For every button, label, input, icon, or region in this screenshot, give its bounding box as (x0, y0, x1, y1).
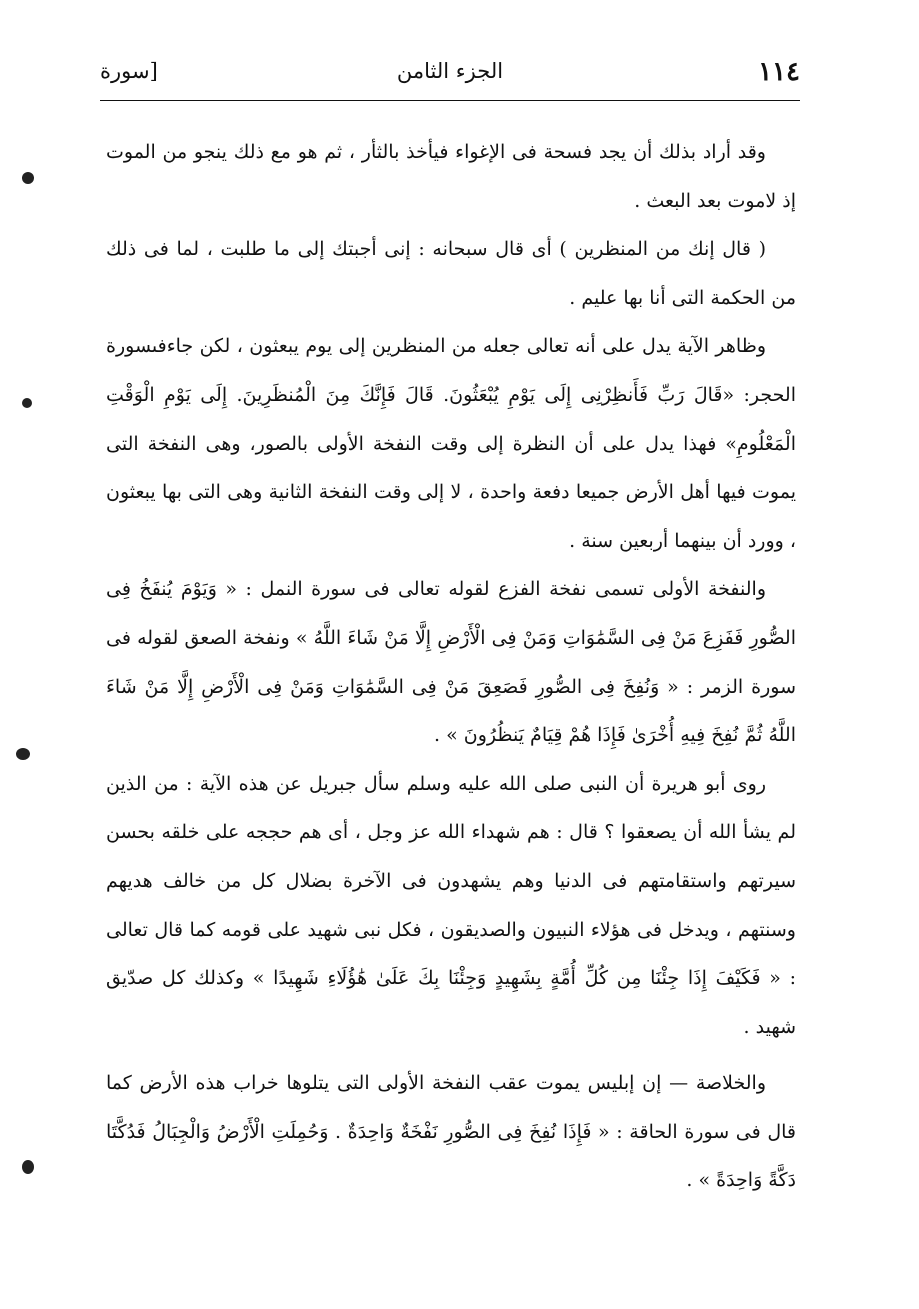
paragraph-3: وظاهر الآية يدل على أنه تعالى جعله من المنظرين إلى يوم يبعثون ، لكن جاءفىسورة الحجر: «قَالَ رَبِّ فَأَنظِرْنِى إِلَى يَوْمِ يُبْعَثُونَ. قَالَ فَإِنَّكَ مِنَ الْمُنظَرِينَ. إِلَى يَوْمِ الْوَقْتِ الْمَعْلُومِ» فهذا يدل على أن النظرة إلى وقت النفخة الأولى بالصور، وهى النفخة التى يموت فيها أهل الأرض جميعا دفعة واحدة ، لا إلى وقت النفخة الثانية وهى التى بها يبعثون ، وورد أن بينهما أربعين سنة . (106, 335, 796, 552)
binding-hole-mark (22, 172, 34, 184)
header-rule (100, 100, 800, 101)
paragraph-6: والخلاصة — إن إبليس يموت عقب النفخة الأولى التى يتلوها خراب هذه الأرض كما قال فى سورة الحاقة : « فَإِذَا نُفِخَ فِى الصُّورِ نَفْخَةٌ وَاحِدَةٌ . وَحُمِلَتِ الْأَرْضُ وَالْجِبَالُ فَدُكَّتَا دَكَّةً وَاحِدَةً » . (106, 1072, 796, 1192)
surah-label: [سورة (100, 59, 158, 83)
binding-hole-mark (22, 398, 32, 408)
paragraph-2: ( قال إنك من المنظرين ) أى قال سبحانه : إنى أجبتك إلى ما طلبت ، لما فى ذلك من الحكمة التى أنا بها عليم . (106, 238, 796, 309)
page-number: ١١٤ (758, 57, 800, 87)
paragraph-1: وقد أراد بذلك أن يجد فسحة فى الإغواء فيأخذ بالثأر ، ثم هو مع ذلك ينجو من الموت إذ لاموت بعد البعث . (106, 141, 796, 212)
binding-hole-mark (22, 1160, 34, 1174)
paragraph-4: والنفخة الأولى تسمى نفخة الفزع لقوله تعالى فى سورة النمل : « وَيَوْمَ يُنفَخُ فِى الصُّورِ فَفَزِعَ مَنْ فِى السَّمَٰوَاتِ وَمَنْ فِى الْأَرْضِ إِلَّا مَنْ شَاءَ اللَّهُ » ونفخة الصعق لقوله فى سورة الزمر : « وَنُفِخَ فِى الصُّورِ فَصَعِقَ مَنْ فِى السَّمَٰوَاتِ وَمَنْ فِى الْأَرْضِ إِلَّا مَنْ شَاءَ اللَّهُ ثُمَّ نُفِخَ فِيهِ أُخْرَىٰ فَإِذَا هُمْ قِيَامٌ يَنظُرُونَ » . (106, 578, 796, 747)
binding-hole-mark (16, 748, 30, 760)
running-title: الجزء الثامن (396, 59, 504, 83)
paragraph-5: روى أبو هريرة أن النبى صلى الله عليه وسلم سأل جبريل عن هذه الآية : من الذين لم يشأ الله أن يصعقوا ؟ قال : هم شهداء الله عز وجل ، أى هم حججه على خلقه بحسن سيرتهم واستقامتهم فى الدنيا وهم يشهدون فى الآخرة بضلال كل من خالف هديهم وسنتهم ، ويدخل فى هؤلاء النبيون والصديقون ، فكل نبى شهيد على قومه كما قال تعالى : « فَكَيْفَ إِذَا جِئْنَا مِن كُلِّ أُمَّةٍ بِشَهِيدٍ وَجِئْنَا بِكَ عَلَىٰ هَٰؤُلَاءِ شَهِيدًا » وكذلك كل صدّيق شهيد . (106, 772, 796, 1038)
page-header (100, 55, 800, 97)
body-text (106, 128, 796, 1205)
